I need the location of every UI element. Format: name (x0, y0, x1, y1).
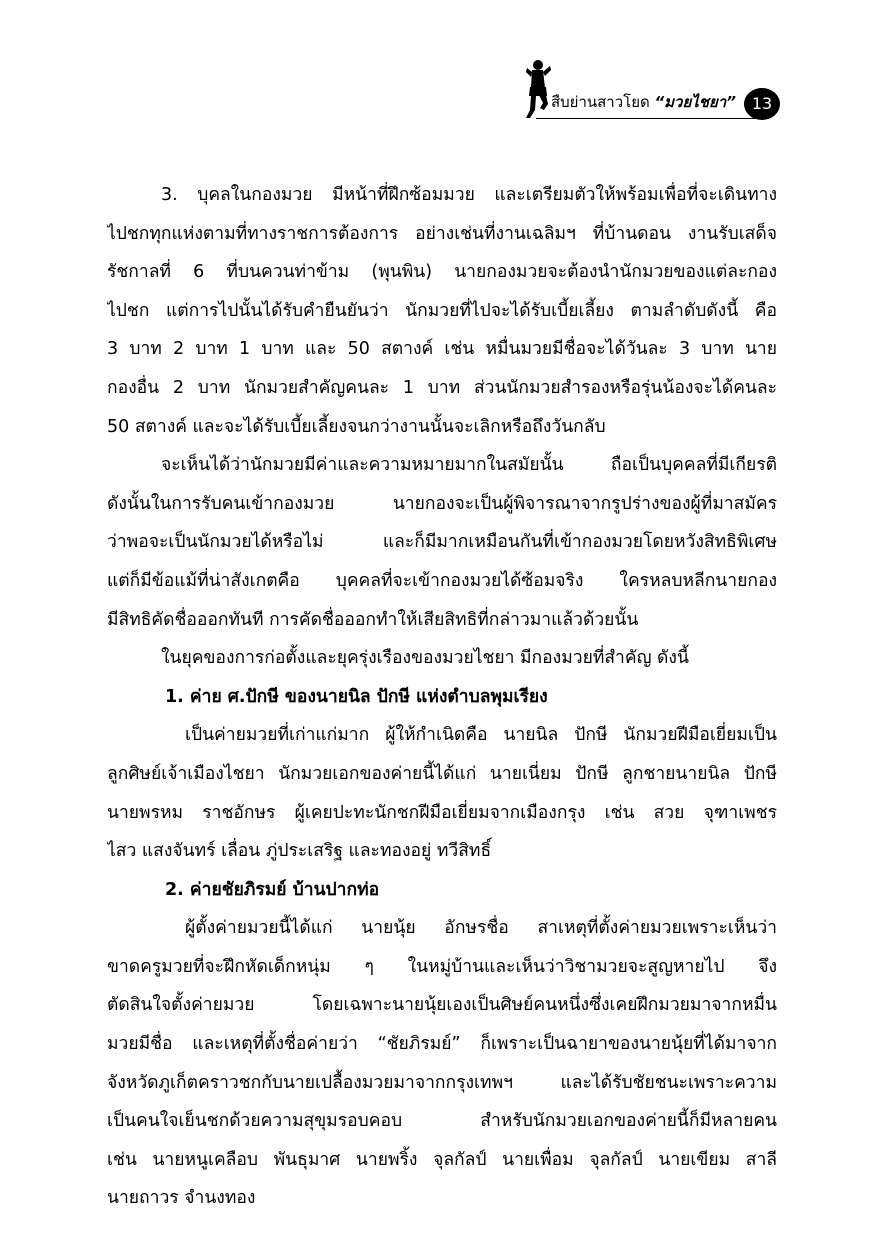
running-header (518, 58, 778, 120)
paragraph-line: เช่น นายหนูเคลือบ พันธุมาศ นายพริ้ง จุลกัลป์ นายเพื่อม จุลกัลป์ นายเขียม สาลี (107, 1149, 777, 1170)
paragraph-line: จะเห็นได้ว่านักมวยมีค่าและความหมายมากในสมัยนั้น ถือเป็นบุคคลที่มีเกียรติ (161, 455, 777, 476)
series-name: “มวยไชยา” (654, 93, 736, 111)
paragraph-line: เป็นค่ายมวยที่เก่าแก่มาก ผู้ให้กำเนิดคือ นายนิล ปักษี นักมวยฝีมือเยี่ยมเป็น (185, 725, 777, 746)
page-number-badge: 13 (744, 88, 780, 120)
paragraph-line: ตัดสินใจตั้งค่ายมวย โดยเฉพาะนายนุ้ยเองเป็นศิษย์คนหนึ่งซึ่งเคยฝึกมวยมาจากหมื่น (107, 995, 777, 1016)
body-text (107, 176, 777, 1218)
paragraph-line: 3 บาท 2 บาท 1 บาท และ 50 สตางค์ เช่น หมื่นมวยมีชื่อจะได้วันละ 3 บาท นาย (107, 339, 777, 360)
paragraph-line: 3. บุคลในกองมวย มีหน้าที่ฝึกซ้อมมวย และเตรียมตัวให้พร้อมเพื่อที่จะเดินทาง (161, 185, 777, 205)
paragraph-line: ดังนั้นในการรับคนเข้ากองมวย นายกองจะเป็นผู้พิจารณาจากรูปร่างของผู้ที่มาสมัคร (107, 493, 777, 514)
book-title: สืบย่านสาวโยด (551, 93, 655, 111)
paragraph-line: รัชกาลที่ 6 ที่บนควนท่าข้าม (พุนพิน) นายกองมวยจะต้องนำนักมวยของแต่ละกอง (107, 262, 777, 283)
muay-thai-fighter-icon (518, 58, 552, 120)
paragraph-line: ว่าพอจะเป็นนักมวยได้หรือไม่ และก็มีมากเหมือนกันที่เข้ากองมวยโดยหวังสิทธิพิเศษ (107, 532, 777, 553)
paragraph-line: นายพรหม ราชอักษร ผู้เคยปะทะนักชกฝีมือเยี่ยมจากเมืองกรุง เช่น สวย จุฑาเพชร (107, 802, 777, 823)
section-heading: 2. ค่ายชัยภิรมย์ บ้านปากท่อ (165, 879, 380, 900)
paragraph-line: เป็นคนใจเย็นชกด้วยความสุขุมรอบคอบ สำหรับนักมวยเอกของค่ายนี้ก็มีหลายคน (107, 1111, 777, 1132)
paragraph-line: นายถาวร จำนงทอง (107, 1188, 256, 1209)
paragraph-line: ลูกศิษย์เจ้าเมืองไชยา นักมวยเอกของค่ายนี้ได้แก่ นายเนี่ยม ปักษี ลูกชายนายนิล ปักษี (107, 763, 777, 784)
paragraph-line: จังหวัดภูเก็ตคราวชกกับนายเปลื้องมวยมาจากกรุงเทพฯ และได้รับชัยชนะเพราะความ (107, 1072, 777, 1093)
paragraph-line: ขาดครูมวยที่จะฝึกหัดเด็กหนุ่ม ๆ ในหมู่บ้านและเห็นว่าวิชามวยจะสูญหายไป จึง (107, 956, 777, 977)
section-heading: 1. ค่าย ศ.ปักษี ของนายนิล ปักษี แห่งตำบลพุมเรียง (165, 686, 548, 707)
paragraph-line: 50 สตางค์ และจะได้รับเบี้ยเลี้ยงจนกว่างานนั้นจะเลิกหรือถึงวันกลับ (107, 416, 606, 437)
header-title (551, 92, 736, 112)
paragraph-line: แต่ก็มีข้อแม้ที่น่าสังเกตคือ บุคคลที่จะเข้ากองมวยได้ซ้อมจริง ใครหลบหลีกนายกอง (107, 570, 777, 591)
paragraph-line: ในยุคของการก่อตั้งและยุครุ่งเรืองของมวยไชยา มีกองมวยที่สำคัญ ดังนี้ (161, 648, 689, 669)
paragraph-line: ไปชกทุกแห่งตามที่ทางราชการต้องการ อย่างเช่นที่งานเฉลิมฯ ที่บ้านดอน งานรับเสด็จ (107, 223, 777, 244)
paragraph-line: ไปชก แต่การไปนั้นได้รับคำยืนยันว่า นักมวยที่ไปจะได้รับเบี้ยเลี้ยง ตามลำดับดังนี้ คือ (107, 300, 777, 321)
paragraph-line: ผู้ตั้งค่ายมวยนี้ได้แก่ นายนุ้ย อักษรชื่อ สาเหตุที่ตั้งค่ายมวยเพราะเห็นว่า (185, 918, 777, 939)
header-rule (536, 118, 764, 119)
paragraph-line: กองอื่น 2 บาท นักมวยสำคัญคนละ 1 บาท ส่วนนักมวยสำรองหรือรุ่นน้องจะได้คนละ (107, 377, 777, 398)
paragraph-line: มวยมีชื่อ และเหตุที่ตั้งชื่อค่ายว่า “ชัยภิรมย์” ก็เพราะเป็นฉายาของนายนุ้ยที่ได้มาจาก (107, 1034, 777, 1055)
paragraph-line: ไสว แสงจันทร์ เลื่อน ภู่ประเสริฐ และทองอยู่ ทวีสิทธิ์ (107, 841, 492, 862)
paragraph-line: มีสิทธิคัดชื่อออกทันที การคัดชื่อออกทำให้เสียสิทธิที่กล่าวมาแล้วด้วยนั้น (107, 609, 639, 630)
